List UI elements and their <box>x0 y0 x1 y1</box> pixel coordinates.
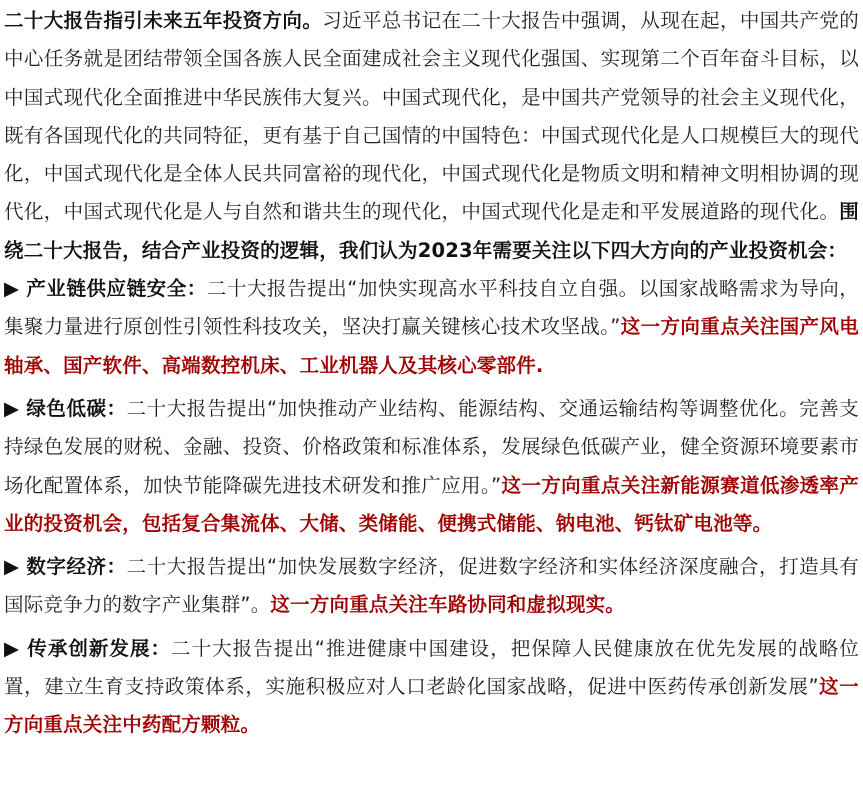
direction-title: 绿色低碳： <box>26 396 127 420</box>
intro-conclusion: 围绕二十大报告，结合产业投资的逻辑，我们认为2023年需要关注以下四大方向的产业投资机会： <box>4 200 859 262</box>
direction-focus: 这一方向重点关注车路协同和虚拟现实。 <box>270 593 626 617</box>
intro-body: 习近平总书记在二十大报告中强调，从现在起，中国共产党的中心任务就是团结带领全国各族人民全面建成社会主义现代化强国、实现第二个百年奋斗目标，以中国式现代化全面推进中华民族伟大复兴。中国式现代化，是中国共产党领导的社会主义现代化，既有各国现代化的共同特征，更有基于自己国情的中国特色：中国式现代化是人口规模巨大的现代化，中国式现代化是全体人民共同富裕的现代化，中国式现代化是物质文明和精神文明相协调的现代化，中国式现代化是人与自然和谐共生的现代化，中国式现代化是走和平发展道路的现代化。 <box>4 9 860 224</box>
intro-paragraph <box>4 2 859 270</box>
triangle-bullet-icon: ▶ <box>4 555 20 579</box>
direction-quote: 二十大报告提出“加快推动产业结构、能源结构、交通运输结构等调整优化。完善支持绿色发展的财税、金融、投资、价格政策和标准体系，发展绿色低碳产业，健全资源环境要素市场化配置体系，加快节能降碳先进技术研发和推广应用。” <box>4 396 859 497</box>
intro-lead: 二十大报告指引未来五年投资方向。 <box>4 9 323 32</box>
direction-heritage-innovation <box>4 630 859 745</box>
direction-focus: 这一方向重点关注新能源赛道低渗透率产业的投资机会，包括复合集流体、大储、类储能、便携式储能、钠电池、钙钛矿电池等。 <box>4 473 859 535</box>
direction-title: 数字经济： <box>26 555 127 579</box>
direction-focus: 这一方向重点关注中药配方颗粒。 <box>4 675 859 737</box>
triangle-bullet-icon: ▶ <box>4 396 20 420</box>
direction-focus: 这一方向重点关注国产风电轴承、国产软件、高端数控机床、工业机器人及其核心零部件. <box>4 315 859 377</box>
direction-supply-chain-security <box>4 270 859 385</box>
direction-quote: 二十大报告提出“推进健康中国建设，把保障人民健康放在优先发展的战略位置，建立生育支持政策体系，实施积极应对人口老龄化国家战略，促进中医药传承创新发展” <box>4 636 859 699</box>
triangle-bullet-icon: ▶ <box>4 636 21 660</box>
direction-green-low-carbon <box>4 390 859 543</box>
direction-quote: 二十大报告提出“加快实现高水平科技自立自强。以国家战略需求为导向，集聚力量进行原创性引领性科技攻关，坚决打赢关键核心技术攻坚战。” <box>4 277 860 339</box>
triangle-bullet-icon: ▶ <box>4 277 20 301</box>
direction-title: 传承创新发展： <box>27 636 172 660</box>
direction-quote: 二十大报告提出“加快发展数字经济，促进数字经济和实体经济深度融合，打造具有国际竞争力的数字产业集群”。 <box>4 555 859 617</box>
direction-digital-economy <box>4 548 859 625</box>
direction-title: 产业链供应链安全： <box>26 277 207 301</box>
